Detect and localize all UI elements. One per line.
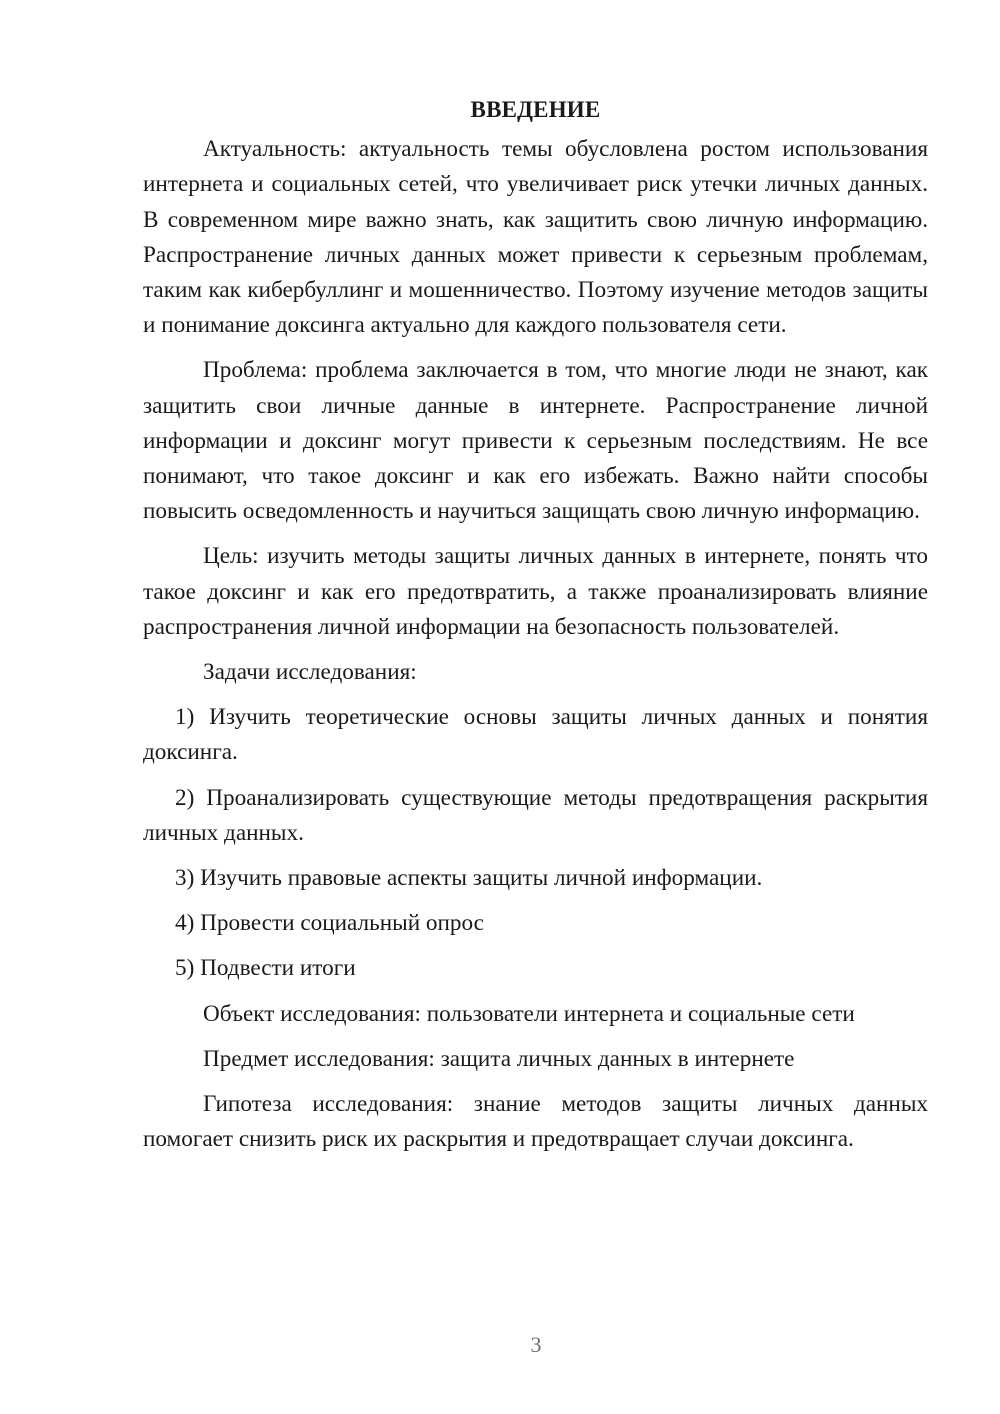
task-item: 3) Изучить правовые аспекты защиты личной информации.	[175, 865, 763, 892]
section-title: ВВЕДЕНИЕ	[470, 97, 601, 122]
tasks-heading: Задачи исследования:	[203, 659, 417, 686]
task-item: 5) Подвести итоги	[175, 955, 356, 982]
goal-paragraph: Цель: изучить методы защиты личных данных в интернете, понять что такое доксинг и как его предотвратить, а также проанализировать влияние распространения личной информации на безопасность пользователей.	[143, 543, 928, 640]
relevance-paragraph: Актуальность: актуальность темы обусловлена ростом использования интернета и социальных сетей, что увеличивает риск утечки личных данных. В современном мире важно знать, как защитить свою личную информацию. Распространение личных данных может привести к серьезным проблемам, таким как кибербуллинг и мошенничество. Поэтому изучение методов защиты и понимание доксинга актуально для каждого пользователя сети.	[143, 136, 928, 339]
problem-paragraph: Проблема: проблема заключается в том, что многие люди не знают, как защитить свои личные данные в интернете. Распространение личной информации и доксинг могут привести к серьезным последствиям. Не все понимают, что такое доксинг и как его избежать. Важно найти способы повысить осведомленность и научиться защищать свою личную информацию.	[143, 357, 928, 525]
task-item: 2) Проанализировать существующие методы предотвращения раскрытия личных данных.	[143, 784, 928, 846]
research-hypothesis: Гипотеза исследования: знание методов защиты личных данных помогает снизить риск их раскрытия и предотвращает случаи доксинга.	[143, 1091, 928, 1153]
page-number: 3	[530, 1332, 542, 1357]
task-item: 1) Изучить теоретические основы защиты личных данных и понятия доксинга.	[143, 704, 928, 766]
page-content	[143, 92, 928, 1167]
research-object: Объект исследования: пользователи интернета и социальные сети	[203, 1000, 855, 1027]
task-item: 4) Провести социальный опрос	[175, 910, 484, 937]
research-subject: Предмет исследования: защита личных данных в интернете	[203, 1045, 795, 1072]
